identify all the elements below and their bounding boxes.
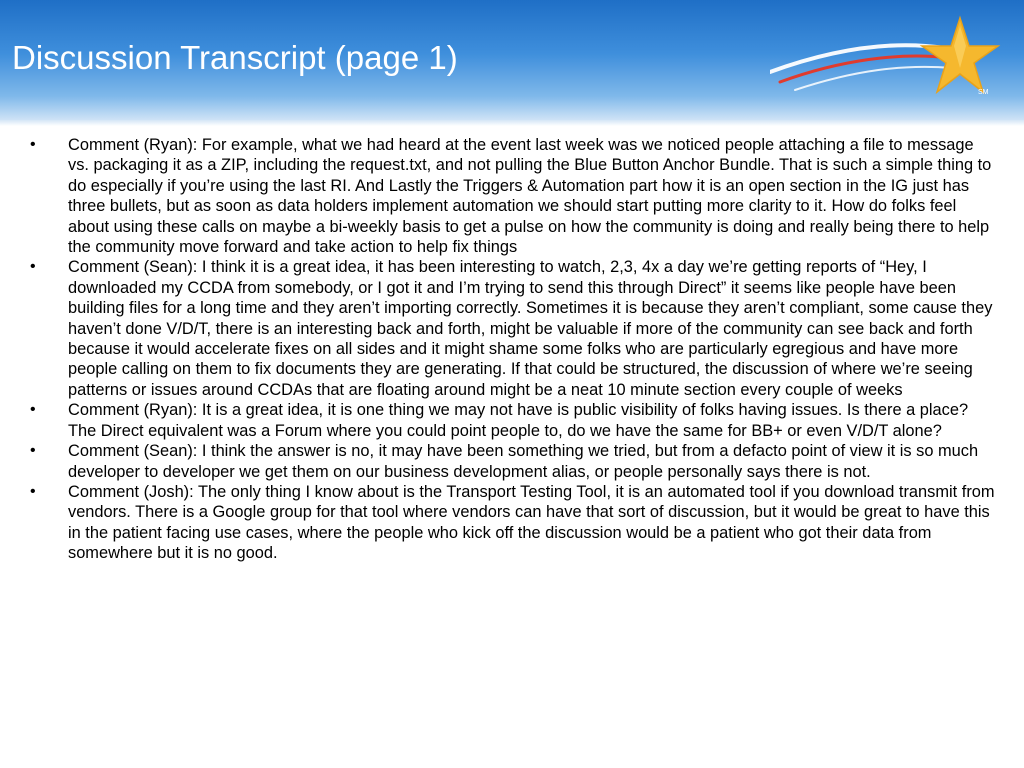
header-banner xyxy=(0,0,1024,120)
header-divider xyxy=(0,120,1024,126)
bullet-dot-icon: • xyxy=(30,482,36,500)
comment-list xyxy=(28,135,996,564)
service-mark-label: SM xyxy=(978,89,989,96)
page-title: Discussion Transcript (page 1) xyxy=(12,39,458,76)
star-with-swoosh-icon xyxy=(770,10,1024,120)
list-item xyxy=(28,400,996,441)
bullet-dot-icon: • xyxy=(30,258,36,276)
comment-text: Comment (Ryan): For example, what we had heard at the event last week was we noticed people attaching a file to message vs. packaging it as a ZIP, including the request.txt, and not pulling the Blue Button Anchor Bundle. That is such a simple thing to do especially if you’re using the last RI. And Lastly the Triggers & Automation part how it is an open section in the IG just has three bullets, but as soon as data holders implement automation we should start putting more clarity to it. How do folks feel about using these calls on maybe a bi-weekly basis to get a pulse on how the community is doing and really being there to help the community move forward and take action to help fix things xyxy=(68,136,992,257)
bullet-dot-icon: • xyxy=(30,136,36,153)
transcript-body xyxy=(28,135,996,564)
comment-text: Comment (Sean): I think it is a great idea, it has been interesting to watch, 2,3, 4x a day we’re getting reports of “Hey, I downloaded my CCDA from somebody, or I got it and I’m trying to send this through Direct” it seems like people have been building files for a long time and they aren’t importing correctly. Sometimes it is because they aren’t compliant, some cause they haven’t done V/D/T, there is an interesting back and forth, might be valuable if more of the community can see back and forth because it would accelerate fixes on all sides and it might shame some folks who are particularly egregious and have more people calling on them to fix documents they are generating. If that could be structured, the discussion of where we’re seeing patterns or issues around CCDAs that are floating around might be a neat 10 minute section every couple of weeks xyxy=(68,258,993,399)
list-item xyxy=(28,257,996,400)
list-item xyxy=(28,441,996,482)
bullet-dot-icon: • xyxy=(30,401,36,419)
bullet-dot-icon: • xyxy=(30,442,36,460)
list-item xyxy=(28,482,996,564)
comment-text: Comment (Josh): The only thing I know about is the Transport Testing Tool, it is an automated tool if you download transmit from vendors. There is a Google group for that tool where vendors can have that sort of discussion, but it would be great to have this in the patient facing use cases, where the people who kick off the discussion would be a patient who got their data from somewhere but it is no good. xyxy=(68,482,995,563)
comment-text: Comment (Ryan): It is a great idea, it is one thing we may not have is public visibility of folks having issues. Is there a place? The Direct equivalent was a Forum where you could point people to, do we have the same for BB+ or even V/D/T alone? xyxy=(68,401,969,440)
list-item xyxy=(28,135,996,257)
comment-text: Comment (Sean): I think the answer is no, it may have been something we tried, but from a defacto point of view it is so much developer to developer we get them on our business development alias, or people personally says there is not. xyxy=(68,442,979,481)
